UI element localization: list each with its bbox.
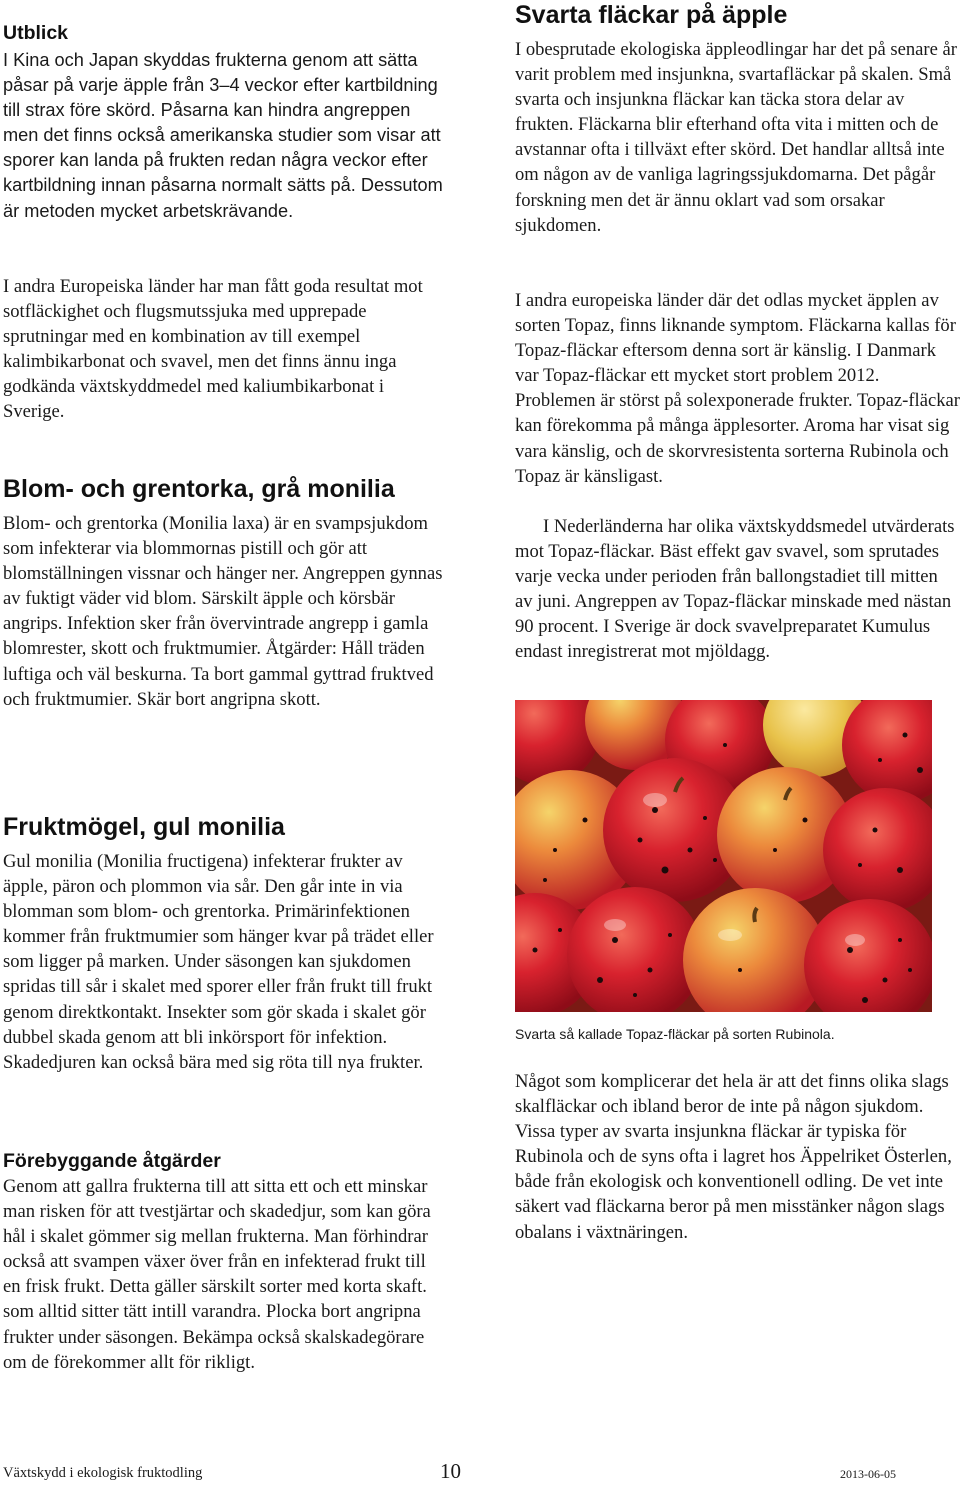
blom-text-before: Blom- och grentorka ( [3, 513, 169, 534]
svarta-paragraph-4: Något som komplicerar det hela är att det finns olika slags skalfläckar och ibland beror de inte på någon sjukdom. Vissa typer av svarta insjunkna fläckar är typiska för Rubinola och de syns ofta i lagret hos Äppelriket Österlen, både från ekologisk och konventionell odling. De vet inte säkert vad fläckarna beror på men misstänker någon slags obalans i växtnäringen. [515, 1071, 952, 1243]
footer-date: 2013-06-05 [840, 1467, 896, 1481]
fruktmogel-heading: Fruktmögel, gul monilia [3, 813, 285, 841]
footer-title: Växtskydd i ekologisk fruktodling [3, 1465, 203, 1481]
photo-caption: Svarta så kallade Topaz-fläckar på sorten Rubinola. [515, 1026, 835, 1042]
page-number: 10 [440, 1459, 461, 1483]
svarta-paragraph-3: I Nederländerna har olika växtskyddsmedel utvärderats mot Topaz-fläckar. Bäst effekt gav svavel, som sprutades varje vecka under perioden från ballongstadiet till mitten av juni. Angreppen av Topaz-fläckar minskade med nästan 90 procent. I Sverige är dock svavelpreparatet Kumulus endast inregistrerat mot mjöldagg. [515, 516, 955, 663]
svarta-heading: Svarta fläckar på äpple [515, 1, 788, 29]
apples-photo [515, 700, 932, 1012]
svarta-paragraph-2: I andra europeiska länder där det odlas mycket äpplen av sorten Topaz, finns liknande symptom. Fläckarna kallas för Topaz-fläckar eftersom denna sort är känslig. I Danmark var Topaz-fläckar ett mycket stort problem 2012. Problemen är störst på solexponerade frukter. Topaz-fläckar kan förekomma på många äpplesorter. Aroma har visat sig vara känslig, och de skorvresistenta sorterna Rubinola och Topaz är känsligast. [515, 290, 960, 487]
blom-paragraph [3, 511, 448, 712]
svarta-paragraph-1: I obesprutade ekologiska äppleodlingar har det på senare år varit problem med insjunkna, svartafläckar på skalen. Små svarta och insjunkna fläckar kan täcka stora delar av frukten. Fläckarna blir efterhand ofta vita i mitten och de avstannar ofta i tillväxt efter skörd. Det handlar alltså inte om någon av de vanliga lagringssjukdomarna. Det pågår forskning men det är ännu oklart vad som orsakar sjukdomen. [515, 39, 957, 236]
fruktmogel-text-before: Gul monilia ( [3, 851, 104, 872]
forebyggande-heading: Förebyggande åtgärder [3, 1150, 221, 1172]
blom-latin-name: Monilia laxa [168, 513, 264, 534]
fruktmogel-paragraph [3, 849, 448, 1075]
fruktmogel-text-after: ) infekterar frukter av äpple, päron och plommon via sår. Den går inte in via blomman som blom- och grentorka. Primärinfektionen kommer från fruktmumier som hänger kvar på trädet eller som ligger på marken. Under säsongen kan sjukdomen spridas till sår i skalet med sporer eller från frukt till frukt genom direktkontakt. Insekter som gör skada i skalet gör dubbel skada genom att bli inkörsport för infektion. Skadedjuren kan också bära med sig röta till nya frukter. [3, 851, 434, 1073]
blom-heading: Blom- och grentorka, grå monilia [3, 475, 395, 503]
utblick-paragraph-1: I Kina och Japan skyddas frukterna genom att sätta påsar på varje äpple från 3–4 veckor efter kartbildning till strax före skörd. Påsarna kan hindra angreppen men det finns också amerikanska studier som visar att sporer kan landa på frukten redan några veckor efter kartbildning innan påsarna normalt sätts på. Dessutom är metoden mycket arbetskrävande. [3, 50, 443, 221]
utblick-paragraph-2: I andra Europeiska länder har man fått goda resultat mot sotfläckighet och flugsmutssjuka med upprepade sprutningar med en kombination av till exempel kalimbikarbonat och svavel, men det finns ännu inga godkända växtskyddmedel med kaliumbikarbonat i Sverige. [3, 276, 423, 423]
apples-illustration [515, 700, 932, 1012]
utblick-heading: Utblick [3, 22, 69, 44]
blom-text-after: ) är en svampsjukdom som infekterar via blommornas pistill och gör att blomställningen vissnar och hänger ner. Angreppen gynnas av fuktigt väder vid blom. Särskilt äpple och körsbär angrips. Infektion sker från övervintrade angrepp i gamla blomrester, skott och fruktmumier. Åtgärder: Håll träden luftiga och väl beskurna. Ta bort gammal gyttrad fruktved och fruktmumier. Skär bort angripna skott. [3, 513, 443, 710]
fruktmogel-latin-name: Monilia fructigena [103, 851, 243, 872]
forebyggande-paragraph: Genom att gallra frukterna till att sitta ett och ett minskar man risken för att tvestjärtar och skadedjur, som kan göra hål i skalet gömmer sig mellan frukterna. Man förhindrar också att svampen växer över från en infekterad frukt till en frisk frukt. Detta gäller särskilt sorter med korta skaft. som alltid sitter tätt intill varandra. Plocka bort angripna frukter under säsongen. Bekämpa också skalskadegörare om de förekommer allt för rikligt. [3, 1176, 431, 1373]
